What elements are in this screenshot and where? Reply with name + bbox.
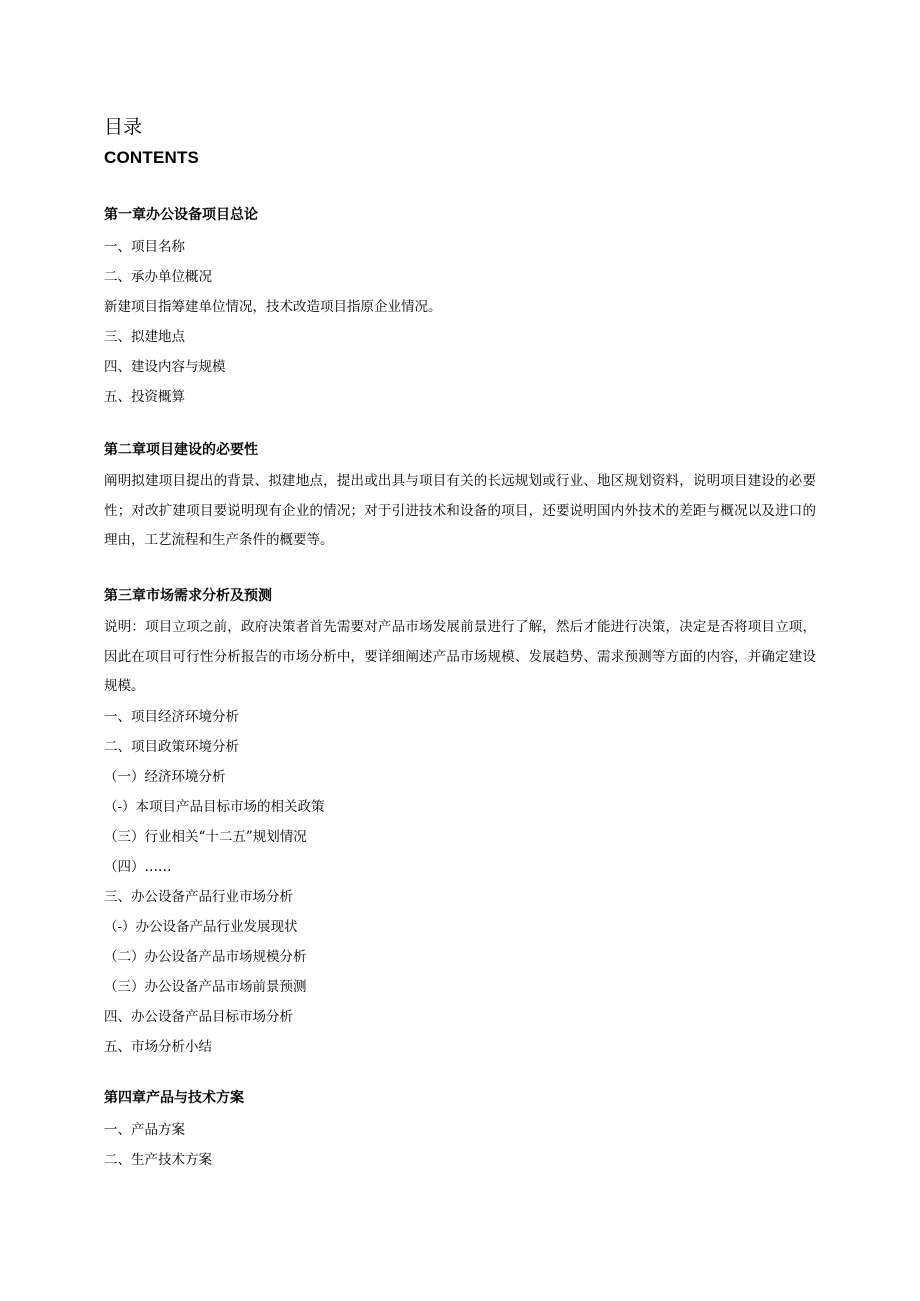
chapter-1-heading: 第一章办公设备项目总论 [104, 207, 258, 223]
chapter-3-subitem: （一）经济环境分析 [104, 768, 226, 785]
chapter-3-subitem: （四）…… [104, 858, 172, 875]
chapter-3-item: 四、办公设备产品目标市场分析 [104, 1008, 293, 1025]
chapter-3-subitem: （二）办公设备产品市场规模分析 [104, 948, 307, 965]
chapter-3-item: 二、项目政策环境分析 [104, 738, 239, 755]
chapter-1-item: 一、项目名称 [104, 239, 185, 255]
chapter-3-subitem: （-）办公设备产品行业发展现状 [104, 918, 298, 935]
chapter-3-subitem: （三）行业相关“十二五”规划情况 [104, 828, 307, 845]
chapter-3-item: 五、市场分析小结 [104, 1038, 212, 1055]
chapter-3-heading: 第三章市场需求分析及预测 [104, 588, 272, 604]
chapter-3-paragraph: 说明：项目立项之前，政府决策者首先需要对产品市场发展前景进行了解，然后才能进行决策，决定是否将项目立项，因此在项目可行性分析报告的市场分析中，要详细阐述产品市场规模、发展趋势、需求预测等方面的内容，并确定建设规模。 [104, 619, 816, 694]
toc-title-chinese: 目录 [104, 116, 143, 138]
chapter-1-item: 二、承办单位概况 [104, 269, 212, 285]
chapter-4-section [104, 1085, 816, 1175]
chapter-4-item: 二、生产技术方案 [104, 1152, 212, 1168]
chapter-2-section [104, 437, 816, 556]
chapter-1-item: 三、拟建地点 [104, 329, 185, 345]
toc-title-english: CONTENTS [104, 148, 200, 167]
chapter-3-subitem: （三）办公设备产品市场前景预测 [104, 978, 307, 995]
chapter-4-item: 一、产品方案 [104, 1122, 185, 1138]
chapter-1-note: 新建项目指筹建单位情况，技术改造项目指原企业情况。 [104, 299, 442, 315]
chapter-3-item: 三、办公设备产品行业市场分析 [104, 888, 293, 905]
chapter-1-section [104, 202, 816, 412]
chapter-4-heading: 第四章产品与技术方案 [104, 1090, 244, 1106]
chapter-3-subitem: （-）本项目产品目标市场的相关政策 [104, 798, 325, 815]
chapter-1-item: 四、建设内容与规模 [104, 359, 226, 375]
chapter-2-paragraph: 阐明拟建项目提出的背景、拟建地点，提出或出具与项目有关的长远规划或行业、地区规划资料，说明项目建设的必要性；对改扩建项目要说明现有企业的情况；对于引进技术和设备的项目，还要说明国内外技术的差距与概况以及进口的理由，工艺流程和生产条件的概要等。 [104, 473, 816, 548]
chapter-1-item: 五、投资概算 [104, 389, 185, 405]
chapter-3-section [104, 583, 816, 1062]
chapter-3-item: 一、项目经济环境分析 [104, 708, 239, 725]
chapter-2-heading: 第二章项目建设的必要性 [104, 442, 258, 458]
